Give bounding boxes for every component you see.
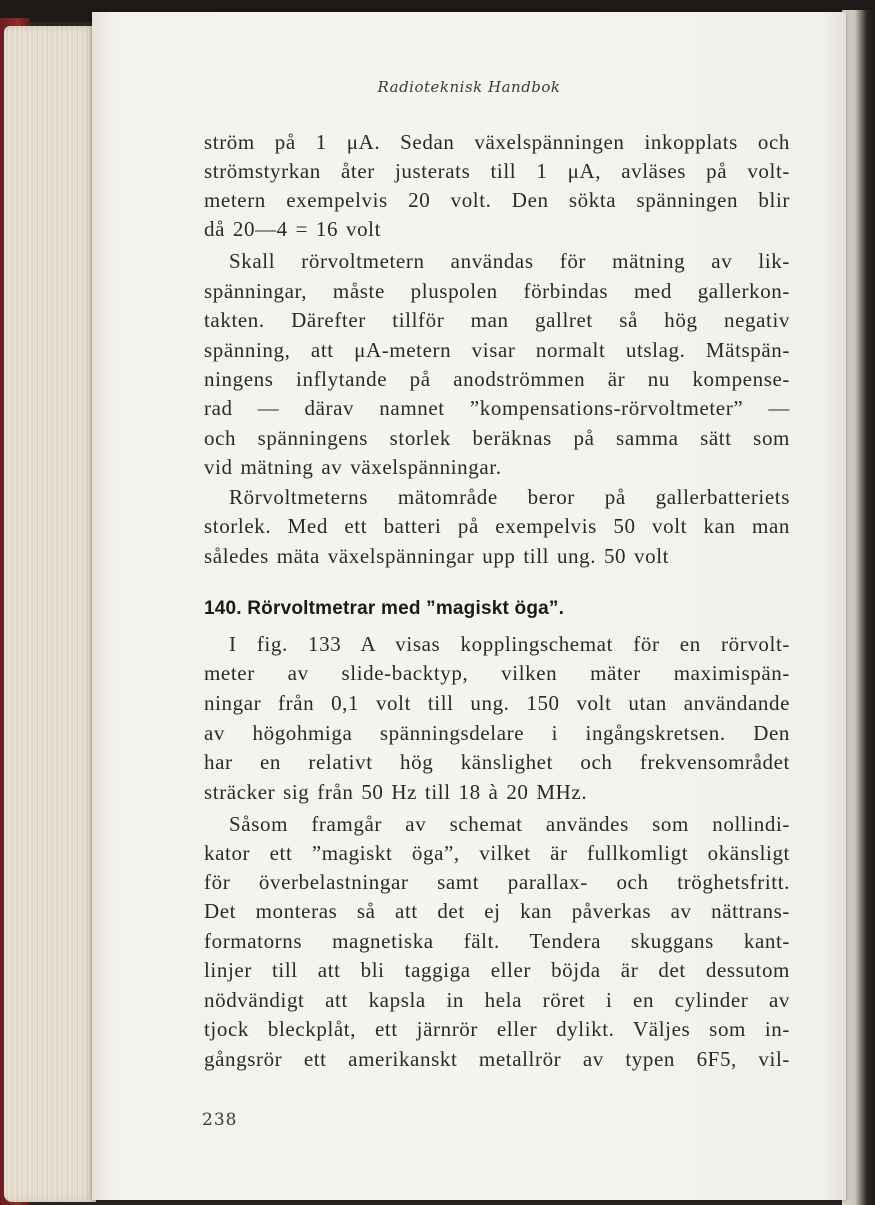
page-stack-edge <box>4 26 96 1202</box>
body-line: formatorns magnetiska fält. Tendera skuggans kant- <box>204 929 790 953</box>
paragraph-start: Såsom framgår av schemat användes som nollindi- <box>229 812 790 836</box>
body-line: spänning, att μA-metern visar normalt utslag. Mätspän- <box>204 338 790 362</box>
body-line: ningar från 0,1 volt till ung. 150 volt utan användande <box>204 691 790 715</box>
body-line: ström på 1 μA. Sedan växelspänningen inkopplats och <box>204 130 790 154</box>
running-header: Radioteknisk Handbok <box>377 78 561 96</box>
body-line: av högohmiga spänningsdelare i ingångskretsen. Den <box>204 721 790 745</box>
body-line: då 20—4 = 16 volt <box>204 217 382 241</box>
body-line: har en relativt hög känslighet och frekvensområdet <box>204 750 790 774</box>
body-line: takten. Därefter tillför man gallret så hög negativ <box>204 308 790 332</box>
body-line: storlek. Med ett batteri på exempelvis 50 volt kan man <box>204 514 790 538</box>
body-line: tjock bleckplåt, ett järnrör eller dylikt. Väljes som in- <box>204 1017 790 1041</box>
facing-page-edge <box>842 10 875 1205</box>
body-line: således mäta växelspänningar upp till ung. 50 volt <box>204 544 670 568</box>
body-line: strömstyrkan åter justerats till 1 μA, avläses på volt- <box>204 159 790 183</box>
body-line: metern exempelvis 20 volt. Den sökta spänningen blir <box>204 188 790 212</box>
body-line: sträcker sig från 50 Hz till 18 à 20 MHz. <box>204 780 588 804</box>
body-line: linjer till att bli taggiga eller böjda är det dessutom <box>204 958 790 982</box>
page-number: 238 <box>202 1110 238 1130</box>
paragraph-start: Skall rörvoltmetern användas för mätning av lik- <box>229 249 790 273</box>
body-line: rad — därav namnet ”kompensations-rörvoltmeter” — <box>204 396 790 420</box>
body-line: kator ett ”magiskt öga”, vilket är fullkomligt okänsligt <box>204 841 790 865</box>
body-line: ningens inflytande på anodströmmen är nu kompense- <box>204 367 790 391</box>
body-line: Det monteras så att det ej kan påverkas av nättrans- <box>204 899 790 923</box>
body-line: meter av slide-backtyp, vilken mäter maximispän- <box>204 661 790 685</box>
paragraph-start: Rörvoltmeterns mätområde beror på gallerbatteriets <box>229 485 790 509</box>
body-line: spänningar, måste pluspolen förbindas med gallerkon- <box>204 279 790 303</box>
body-line: vid mätning av växelspänningar. <box>204 455 502 479</box>
body-line: nödvändigt att kapsla in hela röret i en cylinder av <box>204 988 790 1012</box>
body-line: och spänningens storlek beräknas på samma sätt som <box>204 426 790 450</box>
body-line: för överbelastningar samt parallax- och tröghetsfritt. <box>204 870 790 894</box>
paragraph-start: I fig. 133 A visas kopplingschemat för en rörvolt- <box>229 632 790 656</box>
section-heading: 140. Rörvoltmetrar med ”magiskt öga”. <box>204 598 565 619</box>
body-line: gångsrör ett amerikanskt metallrör av typen 6F5, vil- <box>204 1047 790 1071</box>
